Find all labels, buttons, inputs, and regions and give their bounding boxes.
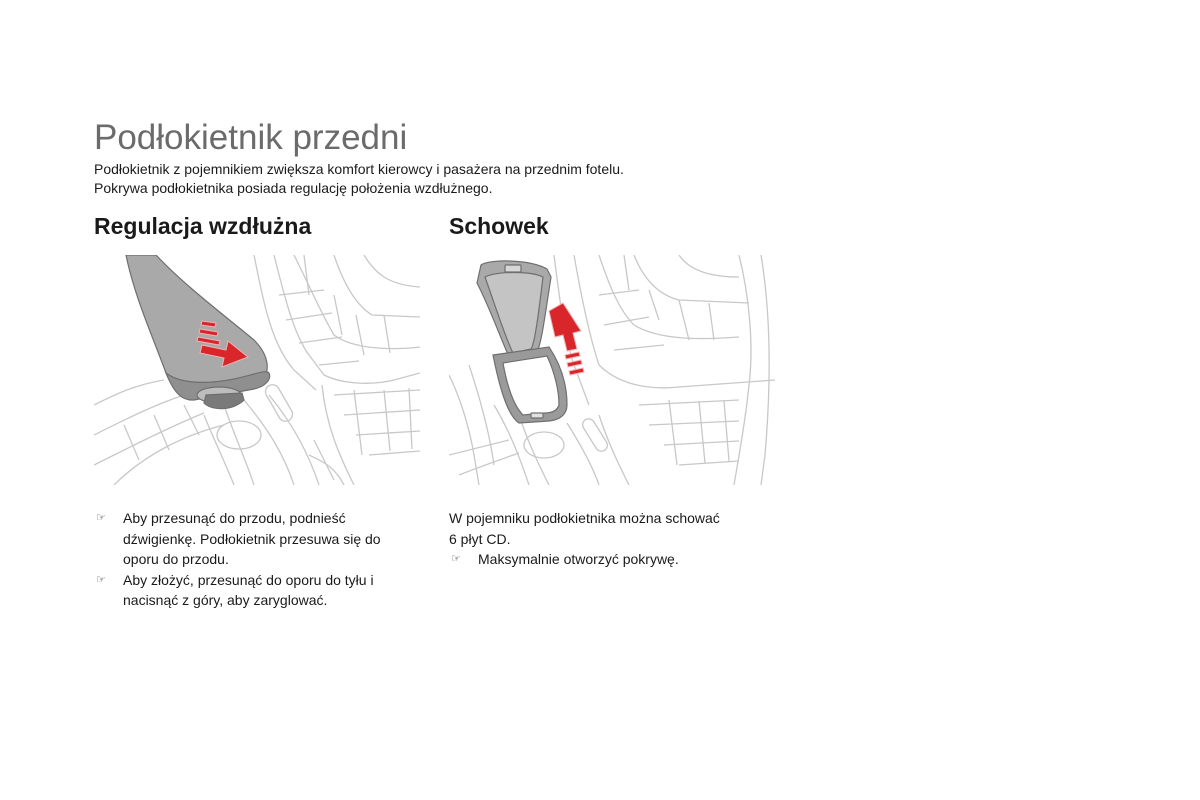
section-heading-storage: Schowek — [449, 213, 549, 239]
intro-line: Pokrywa podłokietnika posiada regulację położenia wzdłużnego. — [94, 180, 493, 196]
armrest-slide-illustration — [94, 255, 420, 485]
armrest-lid-open — [477, 261, 567, 423]
section-heading-adjustment: Regulacja wzdłużna — [94, 213, 312, 239]
intro-text — [94, 160, 624, 198]
list-item: ☞ Aby przesunąć do przodu, podnieść dźwigienkę. Podłokietnik przesuwa się do oporu do przodu. — [96, 510, 381, 567]
pointing-hand-icon: ☞ — [96, 573, 106, 586]
list-item: ☞ Maksymalnie otworzyć pokrywę. — [449, 549, 779, 570]
page-title: Podłokietnik przedni — [94, 118, 408, 157]
adjustment-instructions — [94, 508, 424, 611]
armrest-lid — [126, 255, 270, 409]
storage-instructions — [449, 508, 779, 570]
list-item: ☞ Aby złożyć, przesunąć do oporu do tyłu i nacisnąć z góry, aby zaryglować. — [96, 571, 374, 608]
pointing-hand-icon: ☞ — [96, 512, 106, 524]
pointing-hand-icon: ☞ — [451, 553, 461, 565]
storage-line: 6 płyt CD. — [449, 530, 511, 547]
storage-line: W pojemniku podłokietnika można schować — [449, 510, 720, 526]
armrest-storage-illustration — [449, 255, 775, 485]
intro-line: Podłokietnik z pojemnikiem zwiększa komfort kierowcy i pasażera na przednim fotelu. — [94, 161, 624, 177]
